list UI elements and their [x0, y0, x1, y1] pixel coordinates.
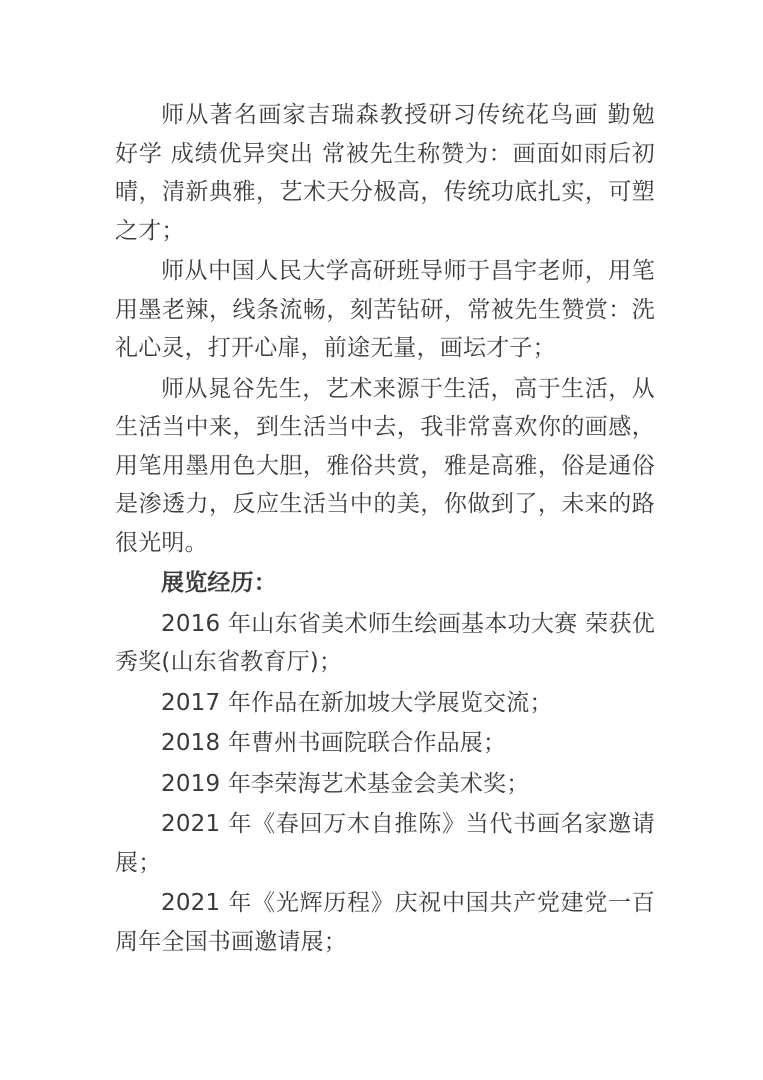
exhibition-item: 2016 年山东省美术师生绘画基本功大赛 荣获优秀奖(山东省教育厅)； [115, 610, 655, 675]
exhibitions-heading: 展览经历： [161, 570, 277, 596]
bio-paragraph-chao-gu: 师从晁谷先生，艺术来源于生活，高于生活，从生活当中来，到生活当中去，我非常喜欢你的画感，用笔用墨用色大胆，雅俗共赏，雅是高雅，俗是通俗是渗透力，反应生活当中的美，你做到了，未来的路很光明。 [115, 375, 655, 556]
bio-paragraph-ji-ruisen: 师从著名画家吉瑞森教授研习传统花鸟画 勤勉好学 成绩优异突出 常被先生称赞为：画面如雨后初晴，清新典雅，艺术天分极高，传统功底扎实，可塑之才； [115, 102, 655, 244]
exhibition-item: 2019 年李荣海艺术基金会美术奖； [161, 770, 530, 797]
document-body [115, 96, 655, 963]
exhibition-item: 2021 年《春回万木自推陈》当代书画名家邀请展； [115, 811, 655, 876]
exhibition-item: 2017 年作品在新加坡大学展览交流； [161, 689, 553, 716]
exhibition-item: 2018 年曹州书画院联合作品展； [161, 730, 507, 756]
exhibition-item: 2021 年《光辉历程》庆祝中国共产党建党一百周年全国书画邀请展； [115, 890, 655, 955]
bio-paragraph-yu-changyu: 师从中国人民大学高研班导师于昌宇老师，用笔用墨老辣，线条流畅，刻苦钻研，常被先生赞赏：洗礼心灵，打开心扉，前途无量，画坛才子； [115, 258, 655, 361]
